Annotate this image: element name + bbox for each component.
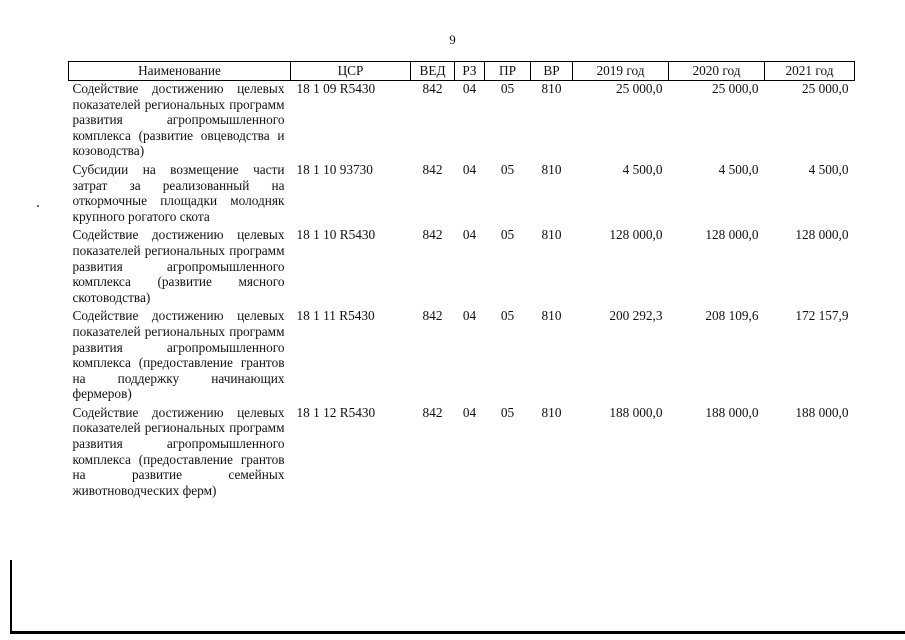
table-row <box>69 162 855 227</box>
row-pr: 05 <box>500 308 515 324</box>
row-2021: 172 157,9 <box>795 308 849 324</box>
table-header <box>69 62 855 81</box>
row-name: Содействие достижению целевых показателей региональных программ развития агропромышленного комплекса (предоставление грантов на поддержку начинающих фермеров) <box>72 308 285 402</box>
table-row <box>69 227 855 308</box>
header-rz: РЗ <box>455 62 485 81</box>
scan-border-bottom <box>10 631 905 634</box>
header-2021: 2021 год <box>765 62 855 81</box>
row-2021: 4 500,0 <box>808 161 849 177</box>
row-ved: 842 <box>422 308 443 324</box>
scan-border-left <box>10 560 12 634</box>
row-2019: 4 500,0 <box>622 161 663 177</box>
row-2021: 188 000,0 <box>795 404 849 420</box>
row-vr: 810 <box>541 308 562 324</box>
table-row <box>69 308 855 405</box>
row-name: Содействие достижению целевых показателей региональных программ развития агропромышленного комплекса (развитие овцеводства и козоводства) <box>72 81 285 159</box>
row-ved: 842 <box>422 404 443 420</box>
row-csr: 18 1 11 R5430 <box>296 308 375 324</box>
row-pr: 05 <box>500 227 515 243</box>
row-name: Субсидии на возмещение части затрат за реализованный на откормочные площадки молодняк крупного рогатого скота <box>72 161 285 224</box>
row-2021: 128 000,0 <box>795 227 849 243</box>
row-2020: 208 109,6 <box>705 308 759 324</box>
row-vr: 810 <box>541 227 562 243</box>
header-ved: ВЕД <box>411 62 455 81</box>
row-csr: 18 1 10 R5430 <box>296 227 376 243</box>
row-name: Содействие достижению целевых показателей региональных программ развития агропромышленного комплекса (предоставление грантов на развитие семейных животноводческих ферм) <box>72 404 285 498</box>
budget-table <box>68 61 855 498</box>
row-2021: 25 000,0 <box>801 81 849 96</box>
table-row <box>69 81 855 162</box>
header-2019: 2019 год <box>573 62 669 81</box>
row-2019: 188 000,0 <box>609 404 663 420</box>
row-2020: 4 500,0 <box>718 161 759 177</box>
header-2020: 2020 год <box>669 62 765 81</box>
header-name: Наименование <box>69 62 291 81</box>
row-pr: 05 <box>500 81 515 96</box>
row-csr: 18 1 12 R5430 <box>296 404 376 420</box>
row-2019: 25 000,0 <box>615 81 663 96</box>
row-2020: 128 000,0 <box>705 227 759 243</box>
row-rz: 04 <box>462 227 477 243</box>
row-2019: 128 000,0 <box>609 227 663 243</box>
row-vr: 810 <box>541 404 562 420</box>
header-pr: ПР <box>485 62 531 81</box>
row-vr: 810 <box>541 81 562 96</box>
header-vr: ВР <box>531 62 573 81</box>
header-csr: ЦСР <box>291 62 411 81</box>
row-name: Содействие достижению целевых показателей региональных программ развития агропромышленного комплекса (развитие мясного скотоводства) <box>72 227 285 305</box>
row-pr: 05 <box>500 161 515 177</box>
row-2020: 188 000,0 <box>705 404 759 420</box>
row-ved: 842 <box>422 227 443 243</box>
row-csr: 18 1 10 93730 <box>296 161 373 177</box>
row-pr: 05 <box>500 404 515 420</box>
row-rz: 04 <box>462 161 477 177</box>
row-rz: 04 <box>462 308 477 324</box>
table-row <box>69 405 855 499</box>
row-2019: 200 292,3 <box>609 308 663 324</box>
row-ved: 842 <box>422 161 443 177</box>
row-vr: 810 <box>541 161 562 177</box>
row-rz: 04 <box>462 404 477 420</box>
page-number: 9 <box>449 32 456 47</box>
scan-speck <box>37 205 39 207</box>
row-csr: 18 1 09 R5430 <box>296 81 376 96</box>
row-rz: 04 <box>462 81 477 96</box>
row-2020: 25 000,0 <box>711 81 759 96</box>
row-ved: 842 <box>422 81 443 96</box>
